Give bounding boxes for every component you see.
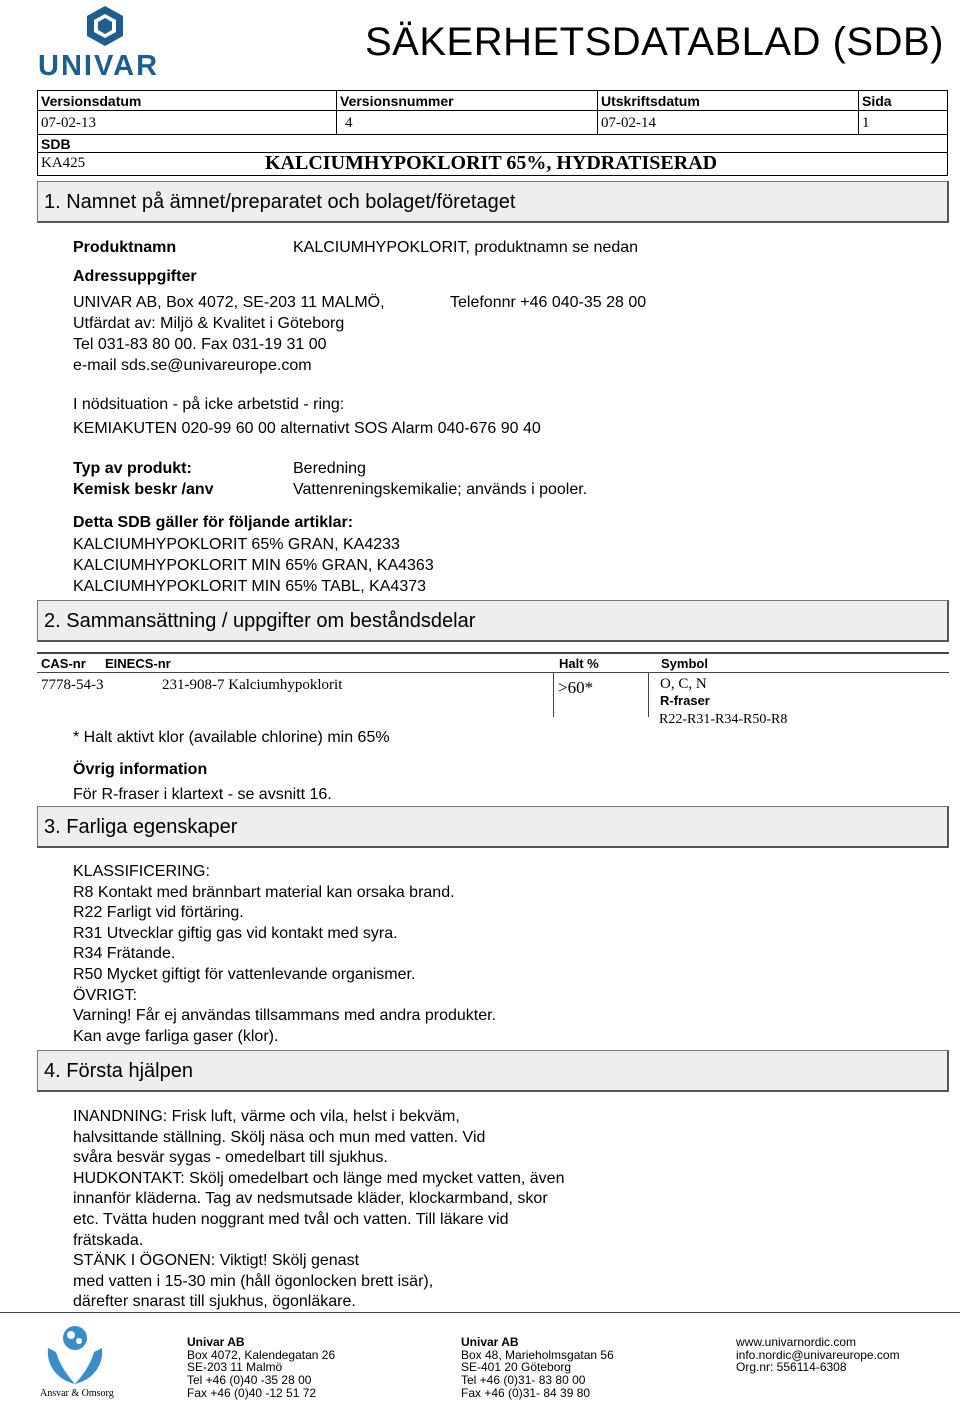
hazard-line: R31 Utvecklar giftig gas vid kontakt med syra. [73,924,398,942]
articles-list [73,534,434,597]
header-divider [597,90,598,134]
product-label: Produktnamn [73,239,177,256]
header-divider [37,110,948,111]
first-aid-line: därefter snarast till sjukhus, ögonläkare. [73,1293,356,1311]
section-3-title: 3. Farliga egenskaper [44,816,238,838]
version-no-label: Versionsnummer [340,93,454,109]
footer-phone: Tel +46 (0)40 -35 28 00 [187,1373,312,1388]
footer-address: Box 48, Marieholmsgatan 56 [461,1347,614,1362]
header-divider [37,134,948,135]
footer-company: Univar AB [461,1335,519,1349]
address-label: Adressuppgifter [73,268,197,285]
section-2-title: 2. Sammansättning / uppgifter om beståndsdelar [44,610,476,632]
use-label: Kemisk beskr /anv [73,481,214,498]
first-aid-line: HUDKONTAKT: Skölj omedelbart och länge med mycket vatten, även [73,1169,565,1187]
document-title: SÄKERHETSDATABLAD (SDB) [364,20,944,64]
footer-col-web [736,1336,900,1374]
header-divider [858,90,859,134]
table-header-rule [37,672,949,673]
einecs-value: 231-908-7 Kalciumhypoklorit [162,677,343,693]
footer-phone: Tel +46 (0)31- 83 80 00 [461,1373,586,1388]
type-value: Beredning [293,460,366,477]
col-einecs: EINECS-nr [105,656,171,671]
first-aid-line: svåra besvär sygas - omedelbart till sjukhus. [73,1149,388,1167]
footer-address: Box 4072, Kalendegatan 26 [187,1347,336,1362]
hazard-line: R34 Frätande. [73,945,176,963]
hazard-line: Kan avge farliga gaser (klor). [73,1027,279,1045]
article-item: KALCIUMHYPOKLORIT 65% GRAN, KA4233 [73,536,400,553]
cas-value: 7778-54-3 [41,677,104,693]
footer-postal: SE-401 20 Göteborg [461,1360,572,1375]
page-label: Sida [862,93,892,109]
cell-divider [553,673,554,717]
first-aid-text [73,1107,564,1313]
cell-divider [648,673,649,717]
first-aid-line: med vatten i 15-30 min (håll ögonlocken brett isär), [73,1272,434,1290]
version-date: 07-02-13 [41,115,96,131]
applies-label: Detta SDB gäller för följande artiklar: [73,514,354,531]
footer-company: Univar AB [187,1335,245,1349]
print-date: 07-02-14 [601,115,656,131]
sdb-label: SDB [41,136,71,152]
hazard-line: R8 Kontakt med brännbart material kan orsaka brand. [73,883,455,901]
first-aid-line: halvsittande ställning. Skölj näsa och mun med vatten. Vid [73,1128,486,1146]
other-info-text: För R-fraser i klartext - se avsnitt 16. [73,786,332,803]
hazard-line: R50 Mycket giftigt för vattenlevande organismer. [73,965,416,983]
address-line: Utfärdat av: Miljö & Kvalitet i Göteborg [73,315,345,332]
emergency-line: I nödsituation - på icke arbetstid - ring: [73,396,345,413]
page-number: 1 [862,115,870,131]
footer-org-nr: Org.nr: 556114-6308 [736,1360,847,1375]
rfraser-value: R22-R31-R34-R50-R8 [659,712,788,727]
address-lines [73,313,344,376]
footer-col-malmo [187,1336,335,1400]
hazard-line: ÖVRIGT: [73,986,138,1004]
section-4-header [37,1050,949,1092]
phone: Telefonnr +46 040-35 28 00 [450,294,647,311]
halt-value: >60* [558,678,594,697]
univar-logo [38,3,173,83]
hazard-line: KLASSIFICERING: [73,863,210,880]
version-date-label: Versionsdatum [41,93,142,109]
address-line: Tel 031-83 80 00. Fax 031-19 31 00 [73,336,327,353]
footer-fax: Fax +46 (0)31- 84 39 80 [461,1385,591,1400]
product-value: KALCIUMHYPOKLORIT, produktnamn se nedan [293,239,639,256]
hazard-line: Varning! Får ej användas tillsammans med andra produkter. [73,1007,497,1025]
first-aid-line: INANDNING: Frisk luft, värme och vila, helst i bekväm, [73,1108,460,1125]
hazard-line: R22 Farligt vid förtäring. [73,904,244,922]
responsible-care-logo [38,1318,113,1388]
footer-col-goteborg [461,1336,614,1400]
version-no: 4 [345,115,353,131]
sdb-id: KA425 [41,155,86,171]
logo-text: UNIVAR [38,50,160,82]
footer-email-link[interactable]: info.nordic@univareurope.com [736,1347,900,1362]
article-item: KALCIUMHYPOKLORIT MIN 65% GRAN, KA4363 [73,557,434,574]
footer-rule [0,1312,960,1313]
footer-website-link[interactable]: www.univarnordic.com [736,1335,857,1349]
footer-postal: SE-203 11 Malmö [187,1360,283,1375]
use-value: Vattenreningskemikalie; används i pooler. [293,481,588,498]
col-cas: CAS-nr [41,656,86,671]
type-label: Typ av produkt: [73,460,192,477]
emergency-line: KEMIAKUTEN 020-99 60 00 alternativt SOS Alarm 040-676 90 40 [73,420,541,437]
header-divider [336,90,337,134]
first-aid-line: frätskada. [73,1231,144,1249]
email: e-mail sds.se@univareurope.com [73,357,312,374]
other-info-label: Övrig information [73,761,208,778]
section-4-title: 4. Första hjälpen [44,1060,193,1082]
section-2-header [37,600,949,642]
footer-fax: Fax +46 (0)40 -12 51 72 [187,1385,317,1400]
first-aid-line: innanför kläderna. Tag av nedsmutsade kläder, klockarmband, skor [73,1190,548,1208]
article-item: KALCIUMHYPOKLORIT MIN 65% TABL, KA4373 [73,578,427,595]
product-title: KALCIUMHYPOKLORIT 65%, HYDRATISERAD [265,152,718,174]
responsible-care-icon [38,1318,113,1388]
symbol-value: O, C, N [660,676,707,692]
section-1-title: 1. Namnet på ämnet/preparatet och bolaget/företaget [44,191,516,213]
table-header-rule [37,652,949,654]
halt-note: * Halt aktivt klor (available chlorine) min 65% [73,729,390,746]
hazards-text [73,862,496,1047]
first-aid-line: etc. Tvätta huden noggrant med tvål och vatten. Till läkare vid [73,1210,509,1228]
col-symbol: Symbol [661,656,708,671]
logo-caption: Ansvar & Omsorg [40,1388,114,1399]
print-date-label: Utskriftsdatum [601,93,700,109]
first-aid-line: STÄNK I ÖGONEN: Viktigt! Skölj genast [73,1252,360,1270]
address-line1: UNIVAR AB, Box 4072, SE-203 11 MALMÖ, [73,294,385,311]
section-3-header [37,806,949,848]
section-1-header [37,181,949,223]
emergency-info [73,394,541,439]
rfraser-label: R-fraser [660,693,710,708]
col-halt: Halt % [559,656,599,671]
